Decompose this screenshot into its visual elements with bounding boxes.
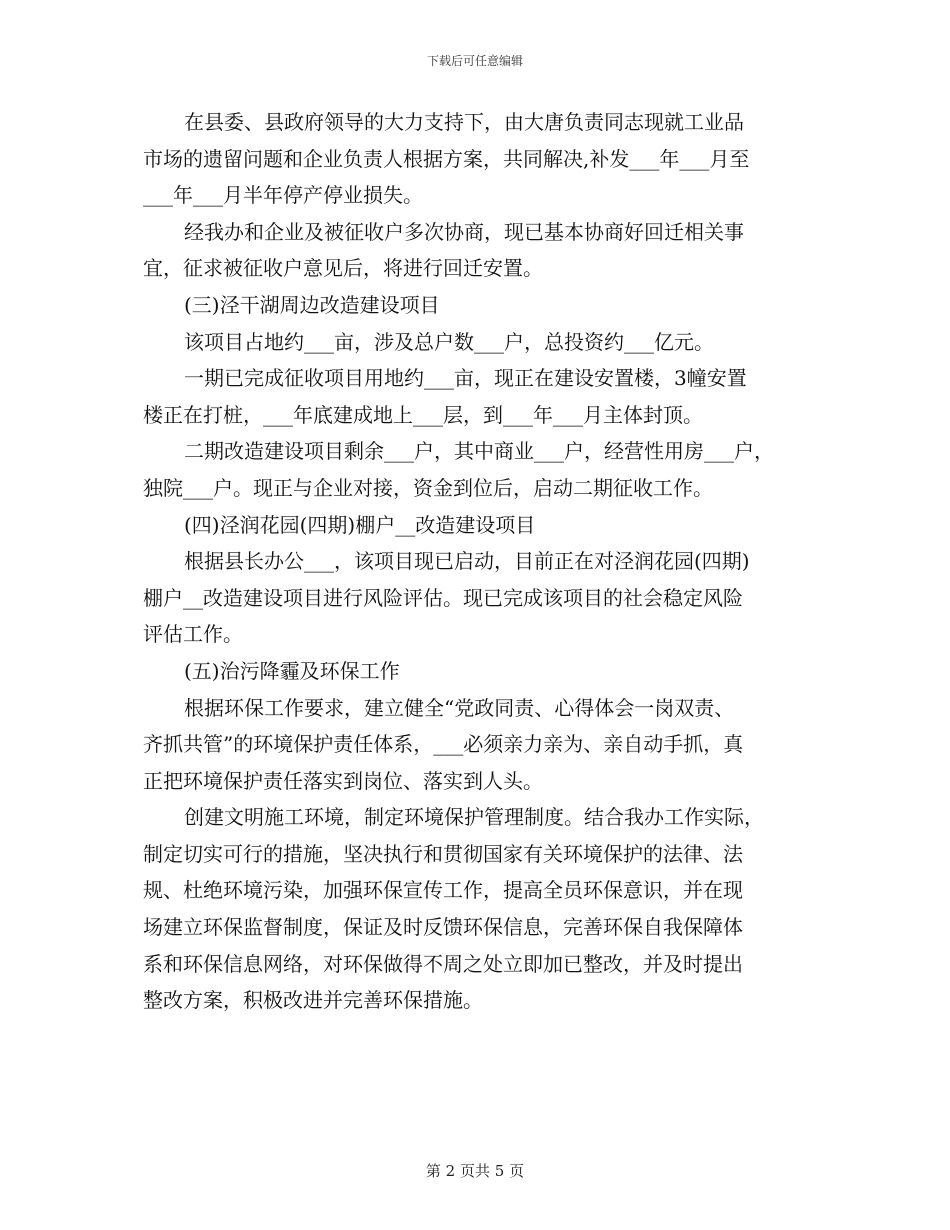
body-line: 规、杜绝环境污染，加强环保宣传工作，提高全员环保意识，并在现 xyxy=(143,878,743,903)
body-line: 整改方案，积极改进并完善环保措施。 xyxy=(143,988,483,1013)
body-line: 一期已完成征收项目用地约___亩，现正在建设安置楼，3幢安置 xyxy=(184,366,747,391)
body-line: 根据县长办公___，该项目现已启动，目前正在对泾润花园(四期) xyxy=(184,549,750,574)
body-line: 评估工作。 xyxy=(143,622,243,647)
body-line: 正把环境保护责任落实到岗位、落实到人头。 xyxy=(143,768,543,793)
body-line: 棚户__改造建设项目进行风险评估。现已完成该项目的社会稳定风险 xyxy=(143,585,743,610)
body-line: 制定切实可行的措施，坚决执行和贯彻国家有关环境保护的法律、法 xyxy=(143,841,743,866)
page-footer: 第 2 页共 5 页 xyxy=(425,1162,525,1180)
body-line: 系和环保信息网络，对环保做得不周之处立即加已整改，并及时提出 xyxy=(143,951,743,976)
body-line: ___年___月半年停产停业损失。 xyxy=(143,183,423,208)
body-line: 场建立环保监督制度，保证及时反馈环保信息，完善环保自我保障体 xyxy=(143,915,743,940)
body-line: 宜，征求被征收户意见后，将进行回迁安置。 xyxy=(143,256,543,281)
body-line: 该项目占地约___亩，涉及总户数___户，总投资约___亿元。 xyxy=(184,329,714,354)
section-heading: (四)泾润花园(四期)棚户__改造建设项目 xyxy=(184,512,536,537)
section-heading: (五)治污降霾及环保工作 xyxy=(184,658,400,683)
section-heading: (三)泾干湖周边改造建设项目 xyxy=(184,292,440,317)
body-line: 楼正在打桩，___年底建成地上___层，到___年___月主体封顶。 xyxy=(143,402,703,427)
body-line: 市场的遗留问题和企业负责人根据方案，共同解决,补发___年___月至 xyxy=(143,146,750,171)
body-line: 经我办和企业及被征收户多次协商，现已基本协商好回迁相关事 xyxy=(184,219,744,244)
body-line: 在县委、县政府领导的大力支持下，由大唐负责同志现就工业品 xyxy=(184,110,744,134)
document-body xyxy=(143,104,811,1019)
body-line: 独院___户。现正与企业对接，资金到位后，启动二期征收工作。 xyxy=(143,475,713,500)
body-line: 二期改造建设项目剩余___户，其中商业___户，经营性用房___户， xyxy=(184,439,774,464)
body-line: 创建文明施工环境，制定环境保护管理制度。结合我办工作实际， xyxy=(184,805,764,830)
body-line: 齐抓共管”的环境保护责任体系，___必须亲力亲为、亲自动手抓，真 xyxy=(143,732,744,757)
page-header: 下载后可任意编辑 xyxy=(426,54,523,68)
body-line: 根据环保工作要求，建立健全“党政同责、心得体会一岗双责、 xyxy=(184,695,735,720)
